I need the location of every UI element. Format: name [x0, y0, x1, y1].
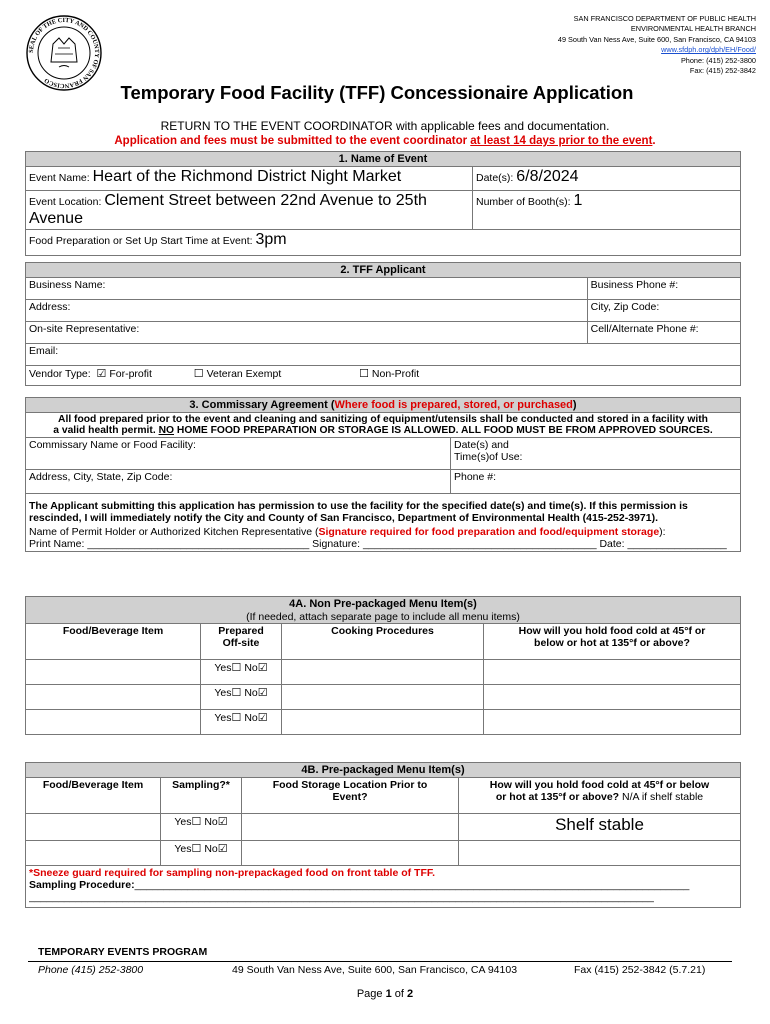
- yes-checkbox[interactable]: ☐: [191, 816, 202, 828]
- event-dates-field[interactable]: Date(s): 6/8/2024: [473, 167, 741, 191]
- prep-time-field[interactable]: Food Preparation or Set Up Start Time at Event: 3pm: [26, 230, 741, 256]
- section3-heading: 3. Commissary Agreement (Where food is prepared, stored, or purchased): [26, 398, 741, 413]
- sampling-procedure-line[interactable]: Sampling Procedure:_______________________________________________________________________________________________: [29, 879, 690, 891]
- hold-temp-cell[interactable]: [459, 841, 741, 866]
- dept-address: 49 South Van Ness Ave, Suite 600, San Francisco, CA 94103: [557, 34, 756, 44]
- section-commissary: [25, 397, 741, 552]
- no-checkbox[interactable]: ☑: [257, 662, 268, 674]
- sampling-cell: Yes☐ No☑: [161, 814, 242, 841]
- table-row: [26, 710, 741, 735]
- section-event-name: [25, 151, 741, 256]
- business-name-field[interactable]: Business Name:: [26, 278, 588, 300]
- hold-temp-cell[interactable]: [484, 685, 741, 710]
- yes-checkbox[interactable]: ☐: [191, 843, 202, 855]
- section-non-prepackaged: [25, 596, 741, 735]
- city-seal-logo: [25, 14, 103, 92]
- sneeze-guard-note: *Sneeze guard required for sampling non-prepackaged food on front table of TFF.: [29, 867, 436, 879]
- onsite-rep-field[interactable]: On-site Representative:: [26, 322, 588, 344]
- hold-temp-cell[interactable]: [484, 660, 741, 685]
- no-checkbox[interactable]: ☑: [217, 816, 228, 828]
- event-name-field[interactable]: Event Name: Heart of the Richmond District Night Market: [26, 167, 473, 191]
- cell-phone-field[interactable]: Cell/Alternate Phone #:: [587, 322, 740, 344]
- commissary-dates-field[interactable]: Date(s) and Time(s)of Use:: [451, 438, 741, 470]
- hold-temp-cell[interactable]: [484, 710, 741, 735]
- sampling-cell: Yes☐ No☑: [161, 841, 242, 866]
- no-checkbox[interactable]: ☑: [257, 687, 268, 699]
- storage-location-cell[interactable]: [242, 841, 459, 866]
- booth-count-value: 1: [573, 192, 583, 209]
- footer-fax: Fax (415) 252-3842 (5.7.21): [574, 964, 706, 976]
- commissary-rule: All food prepared prior to the event and cleaning and sanitizing of equipment/utensils shall be conducted and stored in a facility with a valid health permit. NO HOME FOOD PREPARATION OR STORAGE IS ALLOWED. ALL FOOD MUST BE FROM APPROVED SOURCES.: [26, 413, 741, 438]
- footer-address: 49 South Van Ness Ave, Suite 600, San Francisco, CA 94103: [232, 964, 518, 976]
- yes-checkbox[interactable]: ☐: [231, 712, 242, 724]
- event-location-field[interactable]: Event Location: Clement Street between 22nd Avenue to 25th Avenue: [26, 191, 473, 230]
- commissary-address-field[interactable]: Address, City, State, Zip Code:: [26, 470, 451, 494]
- footer-phone: Phone (415) 252-3800: [38, 964, 144, 976]
- yes-checkbox[interactable]: ☐: [231, 662, 242, 674]
- commissary-phone-field[interactable]: Phone #:: [451, 470, 741, 494]
- col-sampling: Sampling?*: [161, 778, 242, 814]
- section1-heading: 1. Name of Event: [26, 152, 741, 167]
- print-signature-date-line[interactable]: Print Name: ______________________________________ Signature: ________________________________________ Date: _________________: [29, 538, 727, 550]
- return-instruction: RETURN TO THE EVENT COORDINATOR with applicable fees and documentation.: [160, 119, 610, 133]
- non-profit-label: Non-Profit: [371, 368, 420, 380]
- permit-holder-label: Name of Permit Holder or Authorized Kitchen Representative (Signature required for food preparation and food/equipment storage):: [29, 526, 666, 538]
- table-row: [26, 660, 741, 685]
- business-phone-field[interactable]: Business Phone #:: [587, 278, 740, 300]
- for-profit-checkbox[interactable]: ☑: [96, 368, 107, 380]
- branch-name: ENVIRONMENTAL HEALTH BRANCH: [630, 24, 756, 34]
- section-prepackaged: [25, 762, 741, 908]
- food-item-cell[interactable]: [26, 660, 201, 685]
- footer-divider: [28, 961, 732, 962]
- storage-location-cell[interactable]: [242, 814, 459, 841]
- event-dates-value: 6/8/2024: [516, 168, 579, 185]
- permit-holder-block: [26, 525, 741, 552]
- prepared-offsite-cell: Yes☐ No☑: [201, 710, 282, 735]
- hold-temp-answer[interactable]: Shelf stable: [459, 814, 741, 841]
- section4b-heading: 4B. Pre-packaged Menu Item(s): [26, 763, 741, 778]
- city-zip-field[interactable]: City, Zip Code:: [587, 300, 740, 322]
- food-item-cell[interactable]: [26, 841, 161, 866]
- table-row: [26, 685, 741, 710]
- cooking-procedure-cell[interactable]: [282, 710, 484, 735]
- col-food-item-4a: Food/Beverage Item: [26, 624, 201, 660]
- for-profit-label: For-profit: [109, 368, 152, 380]
- col-hold-temp-4b: How will you hold food cold at 45°f or below or hot at 135°f or above? N/A if shelf stable: [459, 778, 741, 814]
- deadline-notice: Application and fees must be submitted to the event coordinator at least 14 days prior to the event.: [114, 135, 656, 147]
- address-field[interactable]: Address:: [26, 300, 588, 322]
- email-field[interactable]: Email:: [26, 344, 741, 366]
- food-item-cell[interactable]: [26, 814, 161, 841]
- prep-time-value: 3pm: [255, 231, 287, 248]
- table-row: [26, 841, 741, 866]
- sampling-procedure-line-2[interactable]: ___________________________________________________________________________________________________________: [29, 891, 654, 903]
- col-storage-location: Food Storage Location Prior to Event?: [242, 778, 459, 814]
- page-number: Page 1 of 2: [356, 988, 414, 1000]
- event-location-value: Clement Street between 22nd Avenue to 25th Avenue: [29, 192, 427, 227]
- yes-checkbox[interactable]: ☐: [231, 687, 242, 699]
- cooking-procedure-cell[interactable]: [282, 660, 484, 685]
- sampling-procedure-block: [26, 866, 741, 908]
- event-name-value: Heart of the Richmond District Night Market: [92, 168, 402, 185]
- svg-text:SEAL OF THE CITY AND COUNTY OF: SEAL OF THE CITY AND COUNTY OF SAN FRANCISCO: [27, 16, 101, 90]
- col-hold-temp-4a: How will you hold food cold at 45°f or below or hot at 135°f or above?: [484, 624, 741, 660]
- food-item-cell[interactable]: [26, 710, 201, 735]
- col-food-item-4b: Food/Beverage Item: [26, 778, 161, 814]
- veteran-label: Veteran Exempt: [206, 368, 282, 380]
- prepared-offsite-cell: Yes☐ No☑: [201, 685, 282, 710]
- vendor-type-row: [26, 366, 741, 386]
- cooking-procedure-cell[interactable]: [282, 685, 484, 710]
- non-profit-checkbox[interactable]: ☐: [359, 368, 369, 380]
- dept-website-link[interactable]: www.sfdph.org/dph/EH/Food/: [661, 45, 756, 55]
- dept-fax: Fax: (415) 252-3842: [689, 66, 756, 76]
- commissary-name-field[interactable]: Commissary Name or Food Facility:: [26, 438, 451, 470]
- food-item-cell[interactable]: [26, 685, 201, 710]
- section4a-subheading: (If needed, attach separate page to include all menu items): [26, 611, 741, 624]
- vendor-type-label: Vendor Type:: [29, 368, 91, 380]
- section4a-heading: 4A. Non Pre-packaged Menu Item(s): [26, 597, 741, 612]
- section-applicant: [25, 262, 741, 386]
- permission-statement: The Applicant submitting this application has permission to use the facility for the specified date(s) and time(s). If this permission is rescinded, I will immediately notify the City and County of San Francisco, Department of Environmental Health (415-252-3971).: [26, 494, 741, 526]
- dept-name: SAN FRANCISCO DEPARTMENT OF PUBLIC HEALTH: [573, 14, 756, 23]
- col-cooking-procedures: Cooking Procedures: [282, 624, 484, 660]
- form-title: Temporary Food Facility (TFF) Concessionaire Application: [120, 82, 634, 103]
- footer-program: TEMPORARY EVENTS PROGRAM: [38, 946, 208, 958]
- department-header: [558, 14, 756, 76]
- booth-count-field[interactable]: Number of Booth(s): 1: [473, 191, 741, 230]
- dept-phone: Phone: (415) 252-3800: [680, 55, 756, 65]
- veteran-checkbox[interactable]: ☐: [193, 368, 204, 380]
- table-row: [26, 814, 741, 841]
- no-checkbox[interactable]: ☑: [217, 843, 228, 855]
- col-prepared-offsite: Prepared Off-site: [201, 624, 282, 660]
- prepared-offsite-cell: Yes☐ No☑: [201, 660, 282, 685]
- no-checkbox[interactable]: ☑: [257, 712, 268, 724]
- section2-heading: 2. TFF Applicant: [26, 263, 741, 278]
